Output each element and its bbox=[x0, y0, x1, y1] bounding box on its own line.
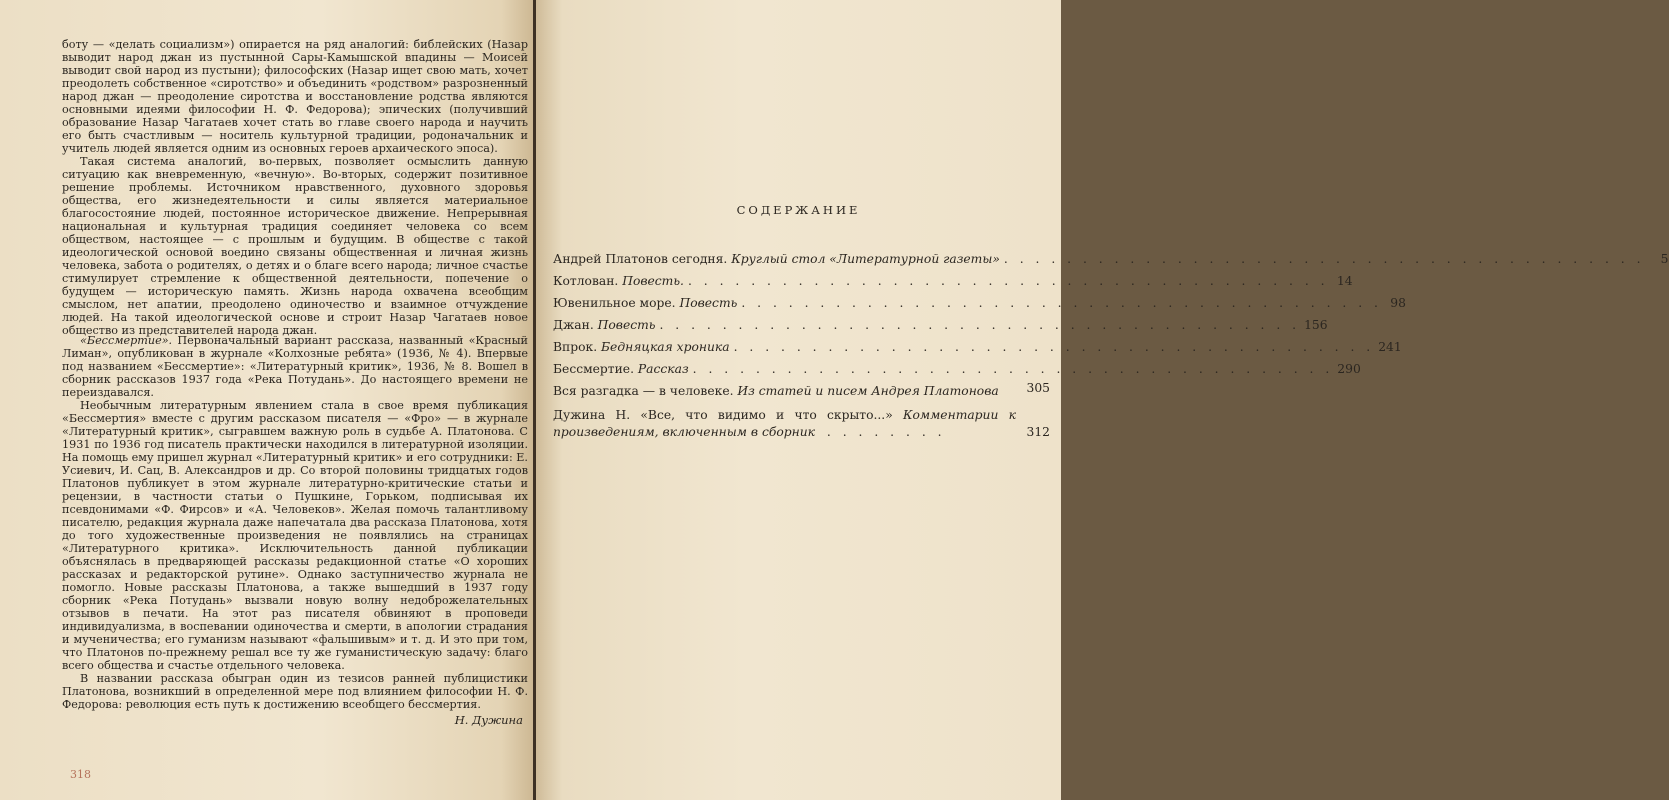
toc-page-number: 156 bbox=[1304, 318, 1328, 332]
toc-work: Из статей и писем Андрея Платонова bbox=[737, 384, 999, 398]
note-paragraph: Необычным литературным явлением стала в свое время публикация «Бессмертия» вместе с другим рассказом писателя — «Фро» — в журнале «Литературный критик», сыгравшем важную роль в судьбе А. Платонова. С 1931 по 1936 год писатель практически находился в литературной изоляции. На помощь ему пришел журнал «Литературный критик» и его сотрудники: Е. Усиевич, И. Сац, В. Александров и др. Со второй половины тридцатых годов Платонов публикует в этом журнале литературно-критические статьи и рецензии, в частности статьи о Пушкине, Горьком, подписывая их псевдонимами «Ф. Фирсов» и «А. Человеков». Желая помочь талантливому писателю, редакция журнала даже напечатала два рассказа Платонова, хотя до того художественные произведения не появлялись на страницах «Литературного критика». Исключительность данной публикации объяснялась в предваряющей рассказы редакционной статье «О хороших рассказах и редакторской рутине». Однако заступничество журнала не помогло. Новые рассказы Платонова, а также вышедший в 1937 году сборник «Река Потудань» вызвали новую волну недоброжелательных отзывов в печати. На этот раз писателя обвиняют в проповеди индивидуализма, в воспевании одиночества и смерти, в апологии страдания и мученичества; его гуманизм называют «фальшивым» и т. д. И это при том, что Платонов по-прежнему решал все ту же гуманистическую задачу: благо всего общества и счастье отдельного человека. bbox=[62, 399, 528, 672]
toc-author: Дужина Н. «Все, что видимо и что скрыто...» bbox=[553, 408, 903, 422]
toc-work: Круглый стол «Литературной газеты» bbox=[731, 252, 1000, 266]
toc-label bbox=[553, 274, 684, 288]
toc-label bbox=[553, 340, 730, 354]
toc-label bbox=[553, 296, 737, 310]
table-of-contents bbox=[553, 252, 1669, 448]
toc-page-number: 5 bbox=[1660, 252, 1669, 266]
toc-entry bbox=[553, 383, 1050, 400]
right-page bbox=[536, 0, 1669, 800]
toc-entry bbox=[553, 407, 1050, 441]
paragraph: Такая система аналогий, во-первых, позволяет осмыслить данную ситуацию как вневременную, «вечную». Во-вторых, содержит позитивное решение проблемы. Источником нравственного, духовного здоровья общества, его жизнедеятельности и силы является материальное благосостояние людей, постоянное историческое движение. Непрерывная национальная и культурная традиция соединяет человека со всем обществом, настоящее — с прошлым и будущим. В обществе с такой идеологической основой воедино связаны общественная и личная жизнь человека, забота о родителях, о детях и о благе всего народа; личное счастье стимулирует стремление к общественной деятельности, попечение о будущем — историческую память. Жизнь народа охвачена всеобщим смыслом, нет апатии, преодолено одиночество и взаимное отчуждение людей. На такой идеологической основе и строит Назар Чагатаев новое общество из представителей народа джан. bbox=[62, 155, 528, 337]
toc-author: Впрок. bbox=[553, 340, 602, 354]
toc-leader: . . . . . . . . . . . . . . . . . . . . . . . . . . . . . . . . . . . . . . . . . bbox=[1003, 252, 1645, 266]
author-signature: Н. Дужина bbox=[454, 713, 523, 727]
toc-label bbox=[553, 252, 1000, 266]
contents-title: СОДЕРЖАНИЕ bbox=[736, 203, 861, 217]
toc-entry bbox=[553, 362, 1361, 376]
toc-entry bbox=[553, 274, 1353, 288]
page-number: 318 bbox=[70, 768, 91, 781]
toc-leader: . . . . . . . . bbox=[819, 425, 946, 439]
left-page bbox=[0, 0, 533, 800]
commentary-notes bbox=[62, 334, 528, 711]
toc-page-number: 290 bbox=[1337, 362, 1361, 376]
toc-entry bbox=[553, 252, 1669, 266]
toc-page-number: 241 bbox=[1378, 340, 1402, 354]
toc-page-number: 98 bbox=[1390, 296, 1406, 310]
toc-page-number: 312 bbox=[1026, 425, 1050, 439]
toc-leader: . . . . . . . . . . . . . . . . . . . . . . . . . . . . . . . . . . . . . . . . . bbox=[659, 318, 1301, 332]
toc-page-number: 305 bbox=[1026, 381, 1050, 395]
toc-entry bbox=[553, 318, 1328, 332]
toc-label bbox=[553, 318, 655, 332]
toc-author: Бессмертие. bbox=[553, 362, 638, 376]
note-paragraph bbox=[62, 334, 528, 399]
toc-work: Бедняцкая хроника bbox=[601, 340, 730, 354]
toc-label bbox=[553, 362, 689, 376]
toc-work: Рассказ bbox=[637, 362, 689, 376]
toc-work: Повесть. bbox=[622, 274, 684, 288]
note-title: «Бессмертие». bbox=[80, 334, 173, 347]
toc-author: Вся разгадка — в человеке. bbox=[553, 384, 738, 398]
toc-entry bbox=[553, 296, 1406, 310]
toc-leader: . . . . . . . . . . . . . . . . . . . . . . . . . . . . . . . . . . . . . . . . . bbox=[741, 296, 1382, 310]
toc-author: Андрей Платонов сегодня. bbox=[553, 252, 732, 266]
toc-work: Повесть bbox=[597, 318, 656, 332]
note-paragraph: В названии рассказа обыгран один из тезисов ранней публицистики Платонова, возникший в определенной мере под влиянием философии Н. Ф. Федорова: революция есть путь к достижению всеобщего бессмертия. bbox=[62, 672, 528, 711]
note-text: Первоначальный вариант рассказа, названный «Красный Лиман», опубликован в журнале «Колхозные ребята» (1936, № 4). Впервые под названием «Бессмертие»: «Литературный критик», 1936, № 8. Вошел в сборник рассказов 1937 года «Река Потудань». До настоящего времени не переиздавался. bbox=[62, 334, 528, 399]
toc-work: Комментарии к произведениям, включенным в сборник bbox=[553, 408, 1016, 439]
toc-leader: . . . . . . . . . . . . . . . . . . . . . . . . . . . . . . . . . . . . . . . . . bbox=[687, 274, 1329, 288]
toc-author: Котлован. bbox=[553, 274, 623, 288]
toc-entry bbox=[553, 340, 1402, 354]
toc-author: Ювенильное море. bbox=[553, 296, 680, 310]
toc-leader: . . . . . . . . . . . . . . . . . . . . . . . . . . . . . . . . . . . . . . . . . bbox=[692, 362, 1334, 376]
toc-page-number: 14 bbox=[1336, 274, 1353, 288]
paragraph: боту — «делать социализм») опирается на ряд аналогий: библейских (Назар выводит народ джан из пустынной Сары-Камышской впадины — Моисей выводит свой народ из пустыни); философских (Назар ищет свою мать, хочет преодолеть собственное «сиротство» и объединить «родством» разрозненный народ джан — преодоление сиротства и восстановление родства являются основными идеями философии Н. Ф. Федорова); эпических (получивший образование Назар Чагатаев хочет стать во главе своего народа и научить его быть счастливым — носитель культурной традиции, родоначальник и учитель людей является одним из основных героев архаического эпоса). bbox=[62, 38, 528, 155]
commentary-body bbox=[62, 38, 528, 337]
toc-work: Повесть bbox=[679, 296, 738, 310]
toc-author: Джан. bbox=[553, 318, 598, 332]
toc-leader: . . . . . . . . . . . . . . . . . . . . . . . . . . . . . . . . . . . . . . . . . bbox=[733, 340, 1375, 354]
